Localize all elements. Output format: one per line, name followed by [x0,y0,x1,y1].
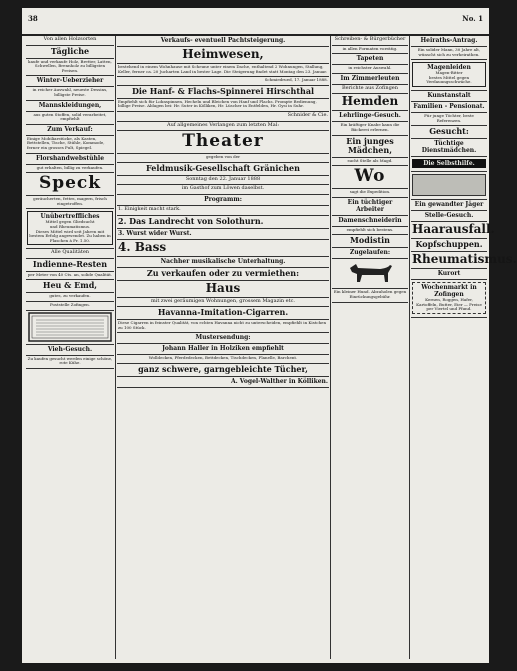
advert [332,36,408,46]
masthead-left-mark: 38 [28,14,38,23]
advert [332,74,408,85]
advert [332,94,408,111]
advert-text: Diese Cigarren in feinster Qualität, von echten Havanna nicht zu unterscheiden, empfiehlt in Kistchen zu 100 Stück. [118,320,327,330]
advert-text: Ein solider Mann, 30 Jahre alt, wünscht sich zu verheirathen. [417,47,481,57]
advert-text: gegeben von der [206,154,240,160]
advert-text: Zu verkaufen oder zu vermiethen: [146,267,300,278]
advert-text: A. Vogel-Walther in Kölliken. [230,377,328,385]
column-1 [26,36,114,659]
advert-line: Magen-Bitter [435,70,463,76]
advert-text: 4. Bass [118,239,167,254]
advert [117,320,329,333]
advert-text: Einige Mobiliarstücke, als Kasten, Bettstellen, Tische, Stühle, Kommode, ferner ein grosses Pult, Spiegel. [27,135,105,150]
advert [117,131,329,154]
advert [117,281,329,298]
advert-text: Johann Haller in Holziken empfiehlt [162,345,284,353]
advert [117,86,329,99]
advert [411,252,517,269]
advert [411,60,487,91]
advert [117,154,329,163]
advert-text: Florshandwebstühle [35,154,105,162]
advert-text: Ein tüchtiger Arbeiter [347,198,393,213]
advert [26,259,114,272]
advert-text: Vieh-Gesuch. [47,345,93,353]
inverse-banner: Die Selbsthilfe. [412,159,486,168]
advert [117,112,329,122]
shaded-illustration [412,174,486,196]
advert [332,111,408,122]
advert [117,36,329,47]
advert [26,311,114,345]
advert-text: Für junge Töchter, beste Referenzen. [424,112,474,123]
advert-text: in reicher Auswahl, neueste Dessins, billigste Preise. [32,87,108,97]
advert-text: Empfiehlt sich für Lohnspinnen, Hecheln und Bleichen von Hanf und Flachs. Prompte Bedienung, billige Preise. Ablagen bei: Hr. Suter in Kölliken, Hr. Lüscher in Entfelden, Hr. Gysi in Suhr. [118,98,317,109]
advert [332,216,408,227]
advert-text: Die Hanf- & Flachs-Spinnerei Hirschthal [131,85,315,96]
advert [117,64,329,77]
advert-text: Damenschneiderin [338,216,402,224]
advert [26,272,114,281]
advert-text: geräucherten, fettes, magern, frisch eingetroffen. [33,196,107,206]
advert [332,85,408,95]
advert-text: Haus [205,280,241,295]
advert-text: Heu & Emd, [42,280,98,291]
advert-text: Poststelle Zofingen. [49,302,91,308]
masthead-right-mark: No. 1 [462,14,483,23]
advert-text: Mustersendung: [195,334,251,342]
advert [411,102,487,113]
advert [26,173,114,196]
advert-text: Zugelaufen: [349,249,391,257]
advert [332,136,408,158]
column-rule [115,36,116,659]
advert [26,136,114,154]
advert-text: Feldmusik-Gesellschaft Gränichen [146,162,300,173]
advert-text: Speck [38,173,102,194]
boxed-advert [412,62,486,87]
advert [332,289,408,302]
advert [117,185,329,195]
column-4 [411,36,517,659]
advert-text: Ein junges Mädchen, [346,135,394,155]
advert [117,333,329,344]
advert-text: Verkaufs- eventuell Pachtsteigerung. [160,37,286,44]
advert-text: ganz schwere, garngebleichte Tücher, [138,363,308,374]
advert [117,122,329,132]
column-2 [117,36,329,659]
advert-text: aus guten Stoffen, solid verarbeitet, empfiehlt [33,111,107,122]
boxed-advert [27,211,113,245]
advert-text: empfiehlt sich bestens. [346,226,394,232]
advert-text: Programm: [204,195,242,203]
dotted-notice [412,282,486,314]
advert [411,239,487,252]
advert-text: Tägliche [50,45,90,56]
advert [26,87,114,100]
advert-text: Hemden [341,94,399,109]
advert-text: Ein kleiner Hund. Abzuholen gegen Einrückungsgebühr. [333,289,407,299]
advert [411,126,487,139]
advert-text: Schnider & Cie. [287,111,328,118]
advert-text: mit zwei geräumigen Wohnungen, grossem Magazin etc. [150,297,296,304]
advert [411,200,487,211]
advert [332,65,408,74]
advert-text: Gesucht: [429,126,469,137]
advert [411,280,487,318]
advert [117,195,329,206]
advert [117,216,329,229]
advert-text: Familien - Pensionat. [413,102,485,110]
advert [117,298,329,308]
advert-text: Auf allgemeines Verlangen zum letzten Mal: [166,121,280,128]
masthead [22,8,489,36]
advert-text: Heimwesen, [182,47,264,61]
advert [332,235,408,248]
advert-text: Modistin [350,235,390,246]
newspaper-page [22,8,517,663]
advert [332,158,408,167]
advert [26,101,114,112]
advert [26,112,114,125]
advert [411,172,487,200]
advert-text: kaufe und verkaufe Holz, Bretter, Latten, Schwellen, Brennholz zu billigsten Preisen. [28,58,112,73]
advert [117,229,329,240]
advert-line: bestes Mittel gegen Verdauungsschwäche. [426,74,472,85]
advert [117,240,329,257]
advert [117,377,329,388]
advert [26,59,114,77]
advert [26,196,114,209]
dog-icon [340,260,400,286]
advert [117,257,329,268]
advert-text: im Gasthof zum Löwen daselbst. [181,185,265,192]
advert-text: Winter-Ueberzieher [36,77,104,85]
advert-text: Im Zimmerleuten [340,74,400,82]
advert [332,189,408,198]
advert [117,77,329,86]
advert-text: 2. Das Landrecht von Solothurn. [118,215,264,226]
advert-text: Zu kaufen gesucht werden einige schöne, rote Kühe. [27,355,113,366]
advert [117,206,329,216]
advert [117,307,329,320]
column-3 [332,36,408,659]
advert-text: Schreiben- & Bürgerbücher [334,36,406,42]
advert [26,165,114,174]
advert-text: Mannskleidungen, [38,101,102,109]
advert [26,154,114,165]
advert-text: per Meter von 40 Cts. an, solide Qualität. [27,271,113,277]
advert-text: Ein kräftiger Knabe kann die Bäckerei erlernen. [340,122,400,132]
advert-text: Indienne-Resten [32,258,108,269]
advert-text: Zum Verkauf: [47,125,93,133]
advert-text: bestehend in einem Wohnhause mit Scheune unter einem Dache, enthaltend 2 Wohnungen, Stallung, Keller, ferner ca. 20 Jucharten Land in bester Lage. Die Steigerung findet statt Montag den 23. Januar. [118,64,328,74]
advert-line: Kernen, Roggen, Hafer, Kartoffeln, Butter, Eier — Preise per Viertel und Pfund. [416,297,482,312]
advert-text: Alle Qualitäten [50,249,90,256]
advert [411,139,487,157]
advert-line: Magenleiden [427,64,471,72]
advert-text: Heiraths-Antrag. [420,37,478,44]
advert-text: gutes, zu verkaufen. [49,293,91,299]
advert [332,248,408,259]
advert [26,46,114,59]
advert [117,47,329,64]
advert [117,344,329,355]
column-rule [330,36,331,659]
advert-text: Nachher musikalische Unterhaltung. [160,257,286,265]
advert [332,46,408,55]
advert-text: 1. Einigkeit macht stark. [118,205,181,212]
advert [26,302,114,311]
advert [26,280,114,293]
advert-text: Von allen Holzsorten [43,36,97,42]
advert-text: Lehrlinge-Gesuch. [339,112,401,120]
advert [26,356,114,369]
advert [26,345,114,356]
advert [117,268,329,281]
advert [411,269,487,280]
advert-text: Haarausfall. [412,222,495,237]
decorative-border-icon [28,312,112,342]
advert-line: Wochenmarkt in Zofingen [421,284,477,299]
advert-text: Kopfschuppen. [415,239,483,250]
advert [332,259,408,289]
advert-text: gut erhalten, billig zu verkaufen. [36,164,104,170]
advert-text: Berichte aus Zofingen [342,84,398,91]
advert-text: Havanna-Imitation-Cigarren. [157,307,289,318]
advert-text: Tapeten [356,55,384,63]
advert [332,54,408,65]
advert-text: sucht Stelle als Magd. [347,157,393,163]
advert-text: Wolldecken, Pferdedecken, Bettdecken, Tischdecken, Flanelle, Barchent. [148,355,298,361]
advert [332,122,408,135]
advert-text: Tüchtige Dienstmädchen. [421,140,477,155]
advert [332,166,408,189]
advert-line: Dieses Mittel wird seit Jahren mit bestem Erfolg angewendet. Zu haben in Flaschen à Fr. 1.50. [29,228,111,243]
advert-text: in reichster Auswahl. [348,65,392,71]
advert [411,157,487,172]
advert [117,99,329,112]
advert [411,113,487,126]
advert [411,47,487,60]
advert-line: Mittel gegen Gliedsucht [45,219,95,225]
advert-text: in allen Formaten vorrätig. [342,45,398,51]
advert-text: Wo [354,166,386,187]
advert-text: Kurort [437,270,461,278]
advert-text: Schmiedrued, 17. Januar 1888. [264,77,328,83]
advert [26,36,114,46]
advert-text: Kunstanstalt [427,91,471,99]
advert [117,355,329,364]
advert [26,209,114,249]
advert [26,293,114,302]
advert [117,364,329,377]
advert [411,91,487,102]
advert-text: Sonntag den 22. Januar 1888 [185,175,261,182]
advert [411,36,487,47]
advert [26,249,114,259]
advert [332,227,408,236]
advert [411,222,495,239]
advert [26,125,114,136]
advert [26,76,114,87]
advert-line: Unübertreffliches [40,213,100,221]
advert-text: Rheumatismus. [412,252,517,267]
advert-text: Stelle-Gesuch. [424,212,474,220]
advert [117,176,329,186]
advert [117,163,329,176]
advert-line: und Rheumatismus. [49,223,91,229]
advert [332,198,408,216]
advert [411,211,487,222]
advert-text: sagt die Expedition. [349,189,391,195]
advert-text: Theater [182,131,264,152]
advert-text: Ein gewandter Jäger [414,201,484,209]
column-rule [409,36,410,659]
advert-text: 3. Wurst wider Wurst. [118,229,192,237]
